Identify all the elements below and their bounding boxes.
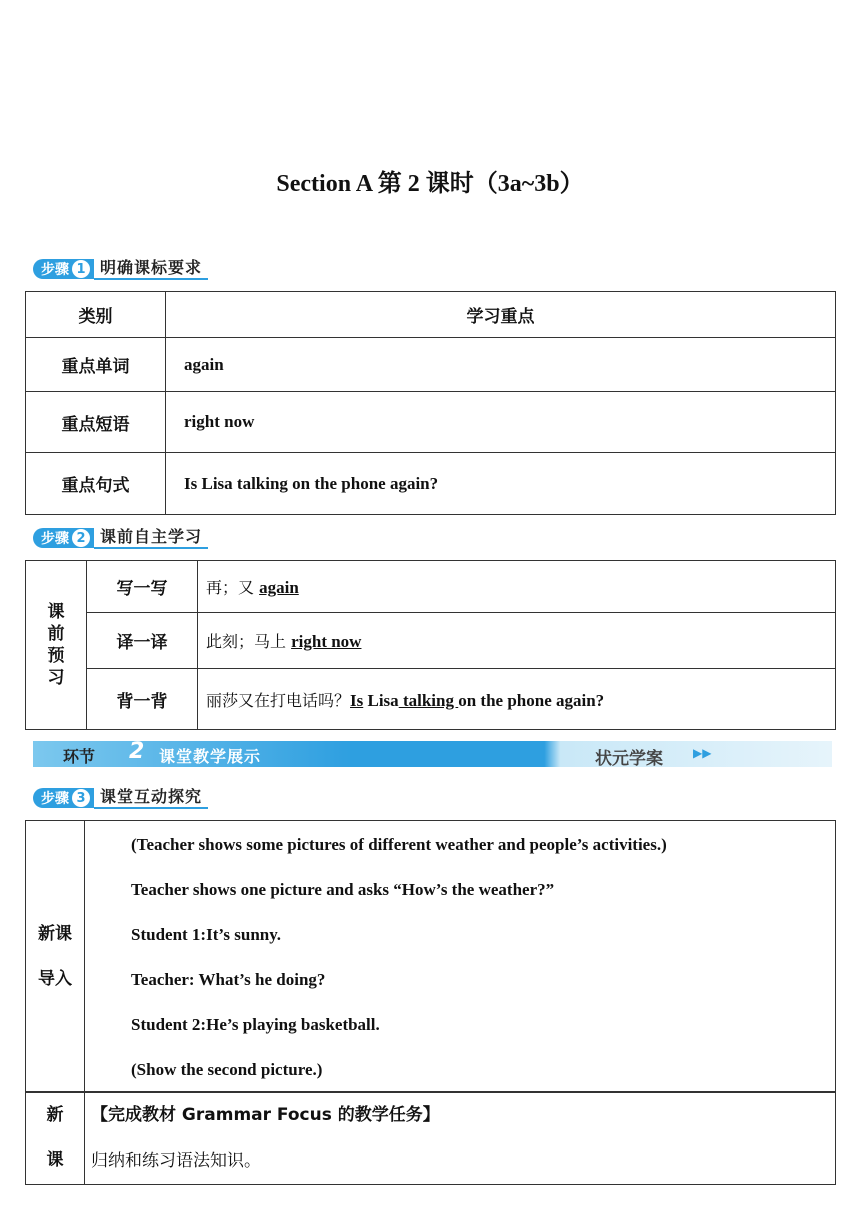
row-category: 重点句式 [26, 453, 166, 515]
step-3-pill [33, 788, 94, 808]
side-text: 新课 [38, 923, 72, 944]
row-value: again [166, 338, 836, 392]
section-banner [33, 741, 832, 767]
new-lesson-line: 归纳和练习语法知识。 [91, 1151, 261, 1171]
lead-in-content [85, 821, 836, 1093]
lead-in-line: (Show the second picture.) [131, 1060, 323, 1079]
row-category: 重点短语 [26, 392, 166, 453]
side-char: 课 [47, 602, 65, 622]
task-answer: right now [291, 632, 362, 651]
task-content [198, 561, 836, 613]
lead-in-table [25, 820, 836, 1093]
step-prefix: 步骤 [41, 531, 69, 547]
side-text: 课 [46, 1150, 64, 1170]
side-text: 新 [46, 1105, 64, 1125]
task-prompt: 再；又 [206, 578, 260, 597]
task-prompt: 丽莎又在打电话吗？ [206, 690, 351, 710]
task-answer: again [259, 578, 299, 597]
task-label: 写一写 [87, 561, 198, 613]
task-text: Lisa [363, 690, 399, 710]
row-value: Is Lisa talking on the phone again? [166, 453, 836, 515]
lead-in-line: (Teacher shows some pictures of different weather and people’s activities.) [131, 835, 667, 854]
step-number: 2 [72, 529, 90, 547]
header-category: 类别 [26, 292, 166, 338]
step-number: 3 [72, 789, 90, 807]
task-content [198, 669, 836, 730]
step-2-label: 课前自主学习 [94, 527, 208, 549]
step-3-header [33, 787, 208, 809]
step-1-label: 明确课标要求 [94, 258, 208, 280]
header-focus: 学习重点 [166, 292, 836, 338]
lead-in-line: Teacher: What’s he doing? [131, 970, 326, 989]
row-category: 重点单词 [26, 338, 166, 392]
step-3-label: 课堂互动探究 [94, 787, 208, 809]
side-char: 习 [47, 668, 65, 688]
step-prefix: 步骤 [41, 262, 69, 278]
banner-section: 环节 [63, 747, 96, 766]
task-answer: talking [398, 690, 459, 710]
task-label: 背一背 [87, 669, 198, 730]
preview-table [25, 560, 836, 730]
brand-logo: 状元学案 [595, 749, 663, 769]
step-prefix: 步骤 [41, 791, 69, 807]
task-answer: Is [350, 690, 364, 710]
task-label: 译一译 [87, 613, 198, 669]
step-number: 1 [72, 260, 90, 278]
task-prompt: 此刻；马上 [206, 632, 292, 651]
new-lesson-side-label [26, 1092, 85, 1185]
task-text: on the phone again? [458, 690, 605, 710]
step-1-header [33, 258, 208, 280]
banner-label: 课堂教学展示 [159, 747, 262, 766]
step-2-pill [33, 528, 94, 548]
learning-focus-table [25, 291, 836, 515]
task-content [198, 613, 836, 669]
lead-in-line: Teacher shows one picture and asks “How’s the weather?” [131, 880, 555, 899]
side-text: 导入 [38, 968, 72, 989]
arrows-icon: ▶▶ [693, 746, 712, 760]
step-1-pill [33, 259, 94, 279]
lead-in-line: Student 2:He’s playing basketball. [131, 1015, 380, 1034]
lead-in-side-label [26, 821, 85, 1093]
step-2-header [33, 527, 208, 549]
preview-side-label [26, 561, 87, 730]
side-char: 前 [47, 624, 65, 644]
new-lesson-heading: 【完成教材 Grammar Focus 的教学任务】 [91, 1105, 440, 1125]
lead-in-line: Student 1:It’s sunny. [131, 925, 282, 944]
side-char: 预 [47, 646, 65, 666]
new-lesson-table [25, 1091, 836, 1185]
new-lesson-content [85, 1092, 836, 1185]
row-value: right now [166, 392, 836, 453]
page-title: Section A 第 2 课时（3a~3b） [276, 171, 584, 197]
banner-number: 2 [129, 739, 145, 764]
